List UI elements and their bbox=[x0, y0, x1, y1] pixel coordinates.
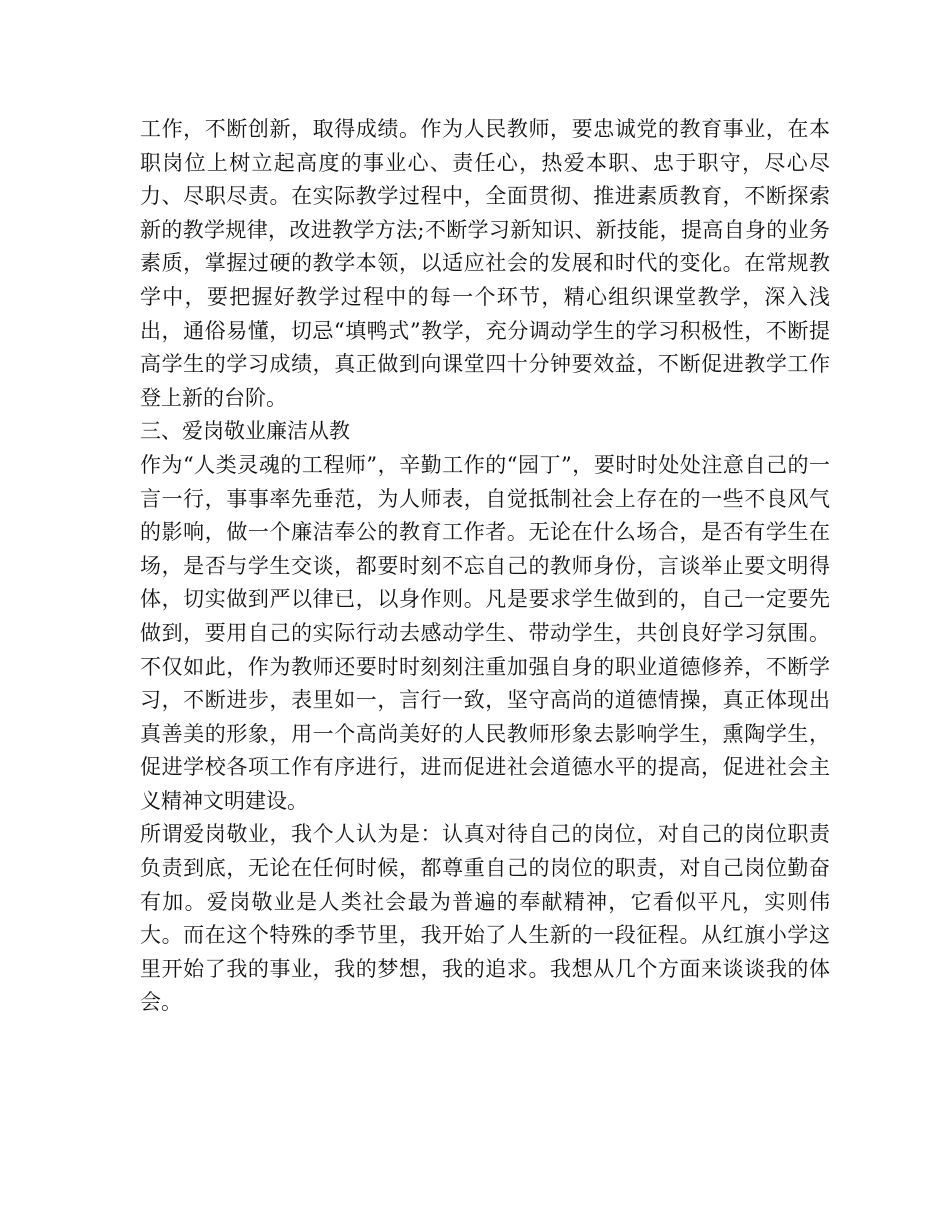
paragraph-role-model: 作为“人类灵魂的工程师”，辛勤工作的“园丁”，要时时处处注意自己的一言一行，事事率先垂范，为人师表，自觉抵制社会上存在的一些不良风气的影响，做一个廉洁奉公的教育工作者。无论在什么场合，是否有学生在场，是否与学生交谈，都要时刻不忘自己的教师身份，言谈举止要文明得体，切实做到严以律已，以身作则。凡是要求学生做到的，自己一定要先做到，要用自己的实际行动去感动学生、带动学生，共创良好学习氛围。不仅如此，作为教师还要时时刻刻注重加强自身的职业道德修养，不断学习，不断进步，表里如一，言行一致，坚守高尚的道德情操，真正体现出真善美的形象，用一个高尚美好的人民教师形象去影响学生，熏陶学生，促进学校各项工作有序进行，进而促进社会道德水平的提高，促进社会主义精神文明建设。 bbox=[140, 452, 830, 813]
paragraph-teaching-duties: 工作，不断创新，取得成绩。作为人民教师，要忠诚党的教育事业，在本职岗位上树立起高度的事业心、责任心，热爱本职、忠于职守，尽心尽力、尽职尽责。在实际教学过程中，全面贯彻、推进素质教育，不断探索新的教学规律，改进教学方法;不断学习新知识、新技能，提高自身的业务素质，掌握过硬的教学本领，以适应社会的发展和时代的变化。在常规教学中，要把握好教学过程中的每一个环节，精心组织课堂教学，深入浅出，通俗易懂，切忌“填鸭式”教学，充分调动学生的学习积极性，不断提高学生的学习成绩，真正做到向课堂四十分钟要效益，不断促进教学工作登上新的台阶。 bbox=[140, 117, 830, 410]
paragraph-dedication: 所谓爱岗敬业，我个人认为是：认真对待自己的岗位，对自己的岗位职责负责到底，无论在任何时候，都尊重自己的岗位的职责，对自己岗位勤奋有加。爱岗敬业是人类社会最为普遍的奉献精神，它看似平凡，实则伟大。而在这个特殊的季节里，我开始了人生新的一段征程。从红旗小学这里开始了我的事业，我的梦想，我的追求。我想从几个方面来谈谈我的体会。 bbox=[140, 822, 830, 1015]
document-body bbox=[140, 113, 830, 1020]
section-heading-integrity: 三、爱岗敬业廉洁从教 bbox=[140, 419, 350, 444]
